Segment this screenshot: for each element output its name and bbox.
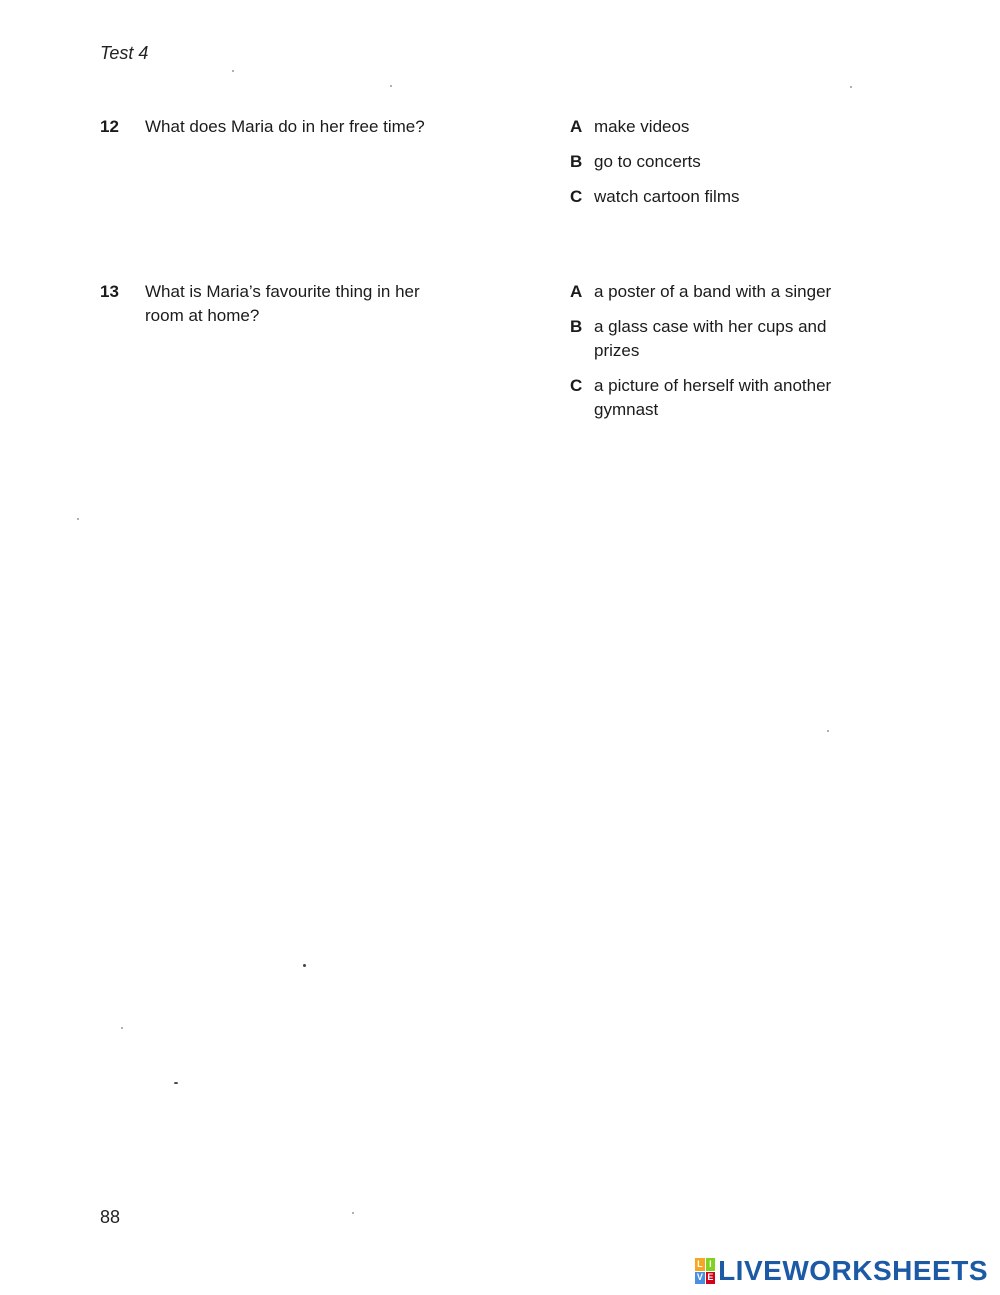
question-number: 12 [100,117,119,136]
option-12-b [570,150,870,174]
option-letter: B [570,317,583,336]
scan-speck [850,86,852,88]
option-letter: A [570,117,583,136]
option-text: a picture of herself with another gymnast [594,376,832,419]
logo-letter-i: I [706,1258,716,1271]
option-letter: C [570,376,583,395]
option-13-b [570,315,870,363]
question-13-options [570,280,870,433]
option-text: make videos [594,117,690,136]
scan-speck [352,1212,354,1214]
option-13-a [570,280,870,304]
liveworksheets-brand [695,1255,988,1287]
scan-speck [77,518,79,520]
option-letter: C [570,187,583,206]
logo-letter-v: V [696,1272,703,1283]
scan-speck [232,70,234,72]
scan-speck [827,730,829,732]
scan-speck [303,964,306,967]
logo-letter-l: L [697,1258,703,1269]
question-number: 13 [100,282,119,301]
liveworksheets-logo-icon [695,1258,715,1284]
question-12-options [570,115,870,220]
question-text: What is Maria’s favourite thing in her room at home? [145,282,420,325]
option-letter: A [570,282,583,301]
option-12-c [570,185,870,209]
brand-name: LIVEWORKSHEETS [718,1255,988,1286]
question-text: What does Maria do in her free time? [145,117,425,136]
scan-speck [174,1082,178,1084]
option-text: go to concerts [594,152,701,171]
page-number: 88 [100,1207,121,1227]
option-text: a poster of a band with a singer [594,282,832,301]
option-12-a [570,115,870,139]
option-text: watch cartoon films [594,187,740,206]
option-text: a glass case with her cups and prizes [594,317,827,360]
scan-speck [390,85,392,87]
option-letter: B [570,152,583,171]
scan-speck [121,1027,123,1029]
option-13-c [570,374,870,422]
logo-letter-e: E [707,1272,714,1283]
page-header-title: Test 4 [100,43,149,63]
